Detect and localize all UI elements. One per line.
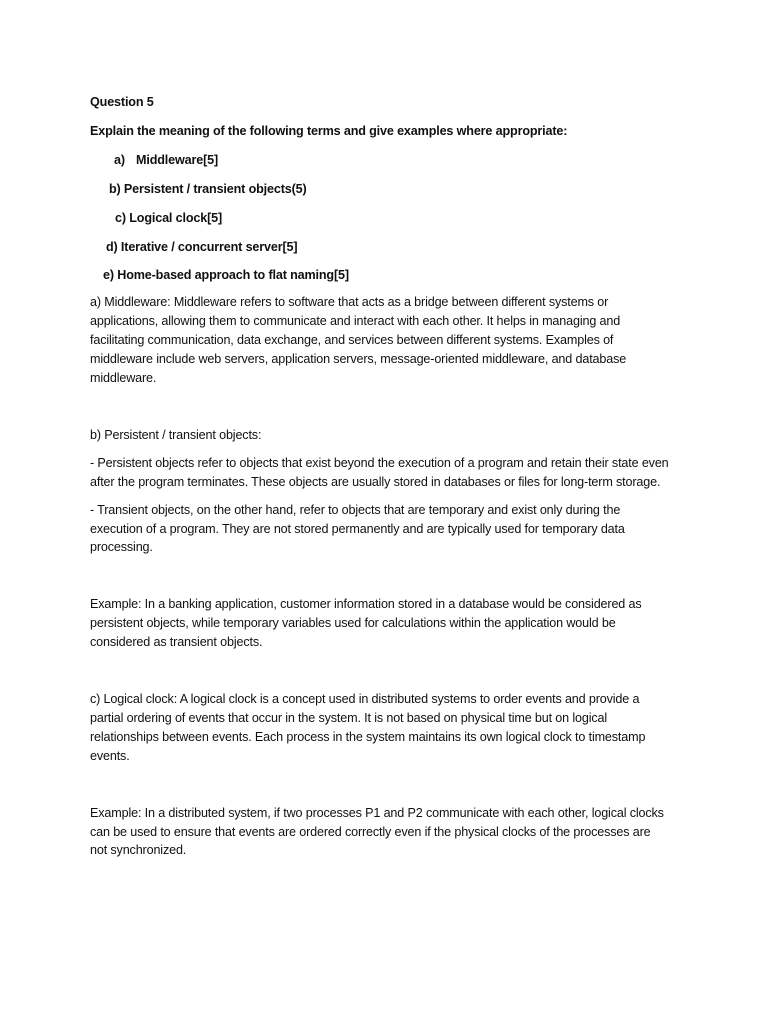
question-item-a [90,151,670,170]
answer-transient-description: - Transient objects, on the other hand, refer to objects that are temporary and exist only during the execution of a program. They are not stored permanently and are typically used for temporary data processing. [90,502,625,555]
answer-middleware: a) Middleware: Middleware refers to software that acts as a bridge between different systems or applications, allowing them to communicate and interact with each other. It helps in managing and facilitating communication, data exchange, and services between different systems. Examples of middleware include web servers, application servers, message-oriented middleware, and database middleware. [90,295,627,385]
question-item-b: b) Persistent / transient objects(5) [109,181,307,196]
answer-logical-clock-example: Example: In a distributed system, if two processes P1 and P2 communicate with each other, logical clocks can be used to ensure that events are ordered correctly even if the physical clocks of the processes are not synchronized. [90,805,664,858]
answer-persistent-description: - Persistent objects refer to objects that exist beyond the execution of a program and retain their state even after the program terminates. These objects are usually stored in databases or files for long-term storage. [90,455,669,489]
question-item-c: c) Logical clock[5] [115,210,223,225]
question-title: Question 5 [90,95,154,109]
answer-persistent-example: Example: In a banking application, customer information stored in a database would be considered as persistent objects, while temporary variables used for calculations within the application would be considered as transient objects. [90,597,642,650]
question-item-e: e) Home-based approach to flat naming[5] [103,268,349,283]
question-item-a-text: Middleware[5] [136,152,219,167]
answer-persistent-heading: b) Persistent / transient objects: [90,427,262,442]
question-item-d: d) Iterative / concurrent server[5] [106,239,298,254]
question-intro: Explain the meaning of the following terms and give examples where appropriate: [90,123,568,138]
question-item-a-marker: a) [114,152,125,167]
document-content [90,93,670,869]
answer-logical-clock: c) Logical clock: A logical clock is a concept used in distributed systems to order events and provide a partial ordering of events that occur in the system. It is not based on physical time but on logical relationships between events. Each process in the system maintains its own logical clock to timestamp events. [90,692,646,763]
